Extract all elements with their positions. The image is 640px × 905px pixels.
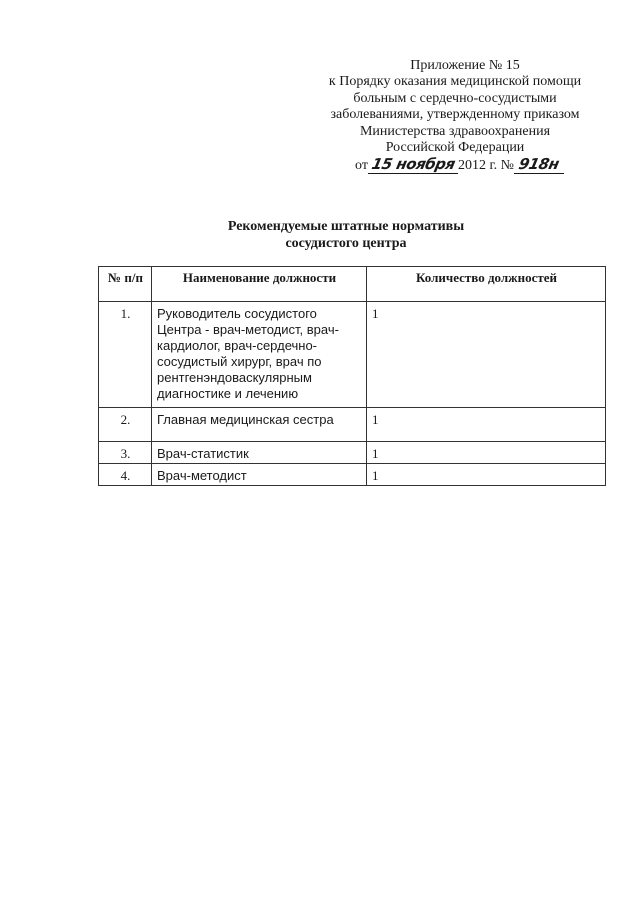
header-line-6: Российской Федерации bbox=[385, 140, 525, 156]
row-quantity: 1 bbox=[367, 302, 606, 408]
row-position: Врач-методист bbox=[152, 464, 367, 486]
row-quantity: 1 bbox=[367, 442, 606, 464]
row-num: 3. bbox=[99, 442, 152, 464]
order-date-line bbox=[300, 157, 610, 174]
handwritten-number: 918н bbox=[517, 155, 561, 174]
table-row bbox=[99, 442, 606, 464]
year-text: 2012 г. № bbox=[457, 158, 514, 174]
header-line-4: заболеваниями, утвержденному приказом bbox=[330, 107, 580, 123]
row-num: 2. bbox=[99, 408, 152, 442]
row-position: Руководитель сосудистого Центра - врач-методист, врач-кардиолог, врач-сердечно-сосудистый хирург, врач по рентгенэндоваскулярным диагностике и лечению bbox=[152, 302, 367, 408]
handwritten-date: 15 ноября bbox=[369, 155, 457, 174]
date-prefix: от bbox=[355, 158, 368, 174]
row-position: Врач-статистик bbox=[152, 442, 367, 464]
row-position: Главная медицинская сестра bbox=[152, 408, 367, 442]
staffing-table bbox=[98, 266, 606, 486]
date-blank bbox=[368, 157, 458, 174]
row-quantity: 1 bbox=[367, 408, 606, 442]
table-header-row bbox=[99, 267, 606, 302]
header-line-2: к Порядку оказания медицинской помощи bbox=[328, 74, 582, 90]
row-num: 4. bbox=[99, 464, 152, 486]
row-quantity: 1 bbox=[367, 464, 606, 486]
number-blank bbox=[514, 157, 564, 174]
table-row bbox=[99, 464, 606, 486]
row-num: 1. bbox=[99, 302, 152, 408]
header-line-3: больным с сердечно-сосудистыми bbox=[353, 90, 557, 106]
appendix-number: Приложение № 15 bbox=[410, 58, 520, 73]
title-line-2: сосудистого центра bbox=[285, 236, 407, 251]
appendix-header bbox=[300, 58, 610, 175]
title-line-1: Рекомендуемые штатные нормативы bbox=[227, 219, 465, 234]
header-line-5: Министерства здравоохранения bbox=[359, 123, 551, 139]
header-num: № п/п bbox=[99, 267, 152, 302]
header-position-name: Наименование должности bbox=[152, 267, 367, 302]
table-row bbox=[99, 302, 606, 408]
document-title bbox=[0, 218, 640, 252]
table-row bbox=[99, 408, 606, 442]
header-quantity: Количество должностей bbox=[367, 267, 606, 302]
